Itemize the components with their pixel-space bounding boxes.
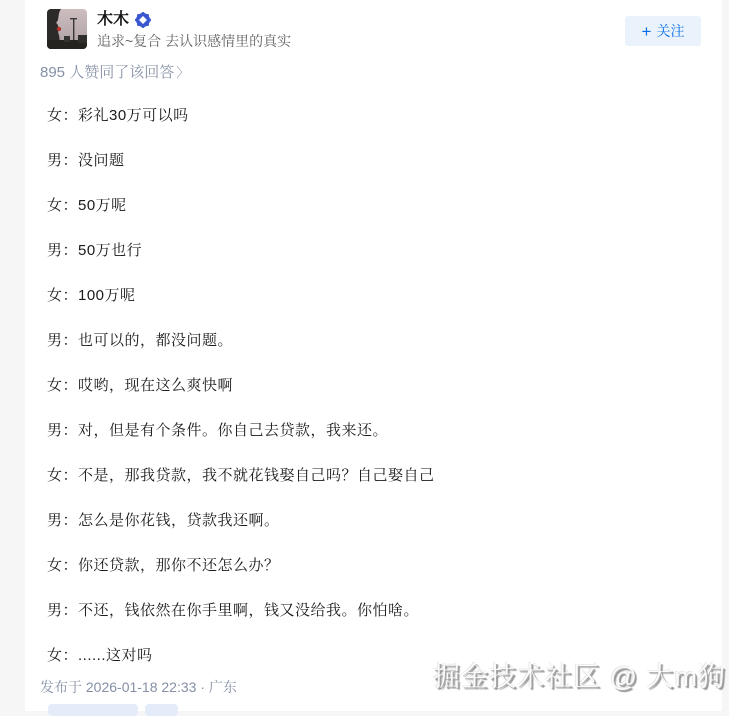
verified-badge-icon [135, 12, 151, 28]
plus-icon: + [641, 21, 652, 41]
upvote-summary[interactable] [40, 64, 189, 81]
follow-button[interactable] [625, 16, 701, 46]
dialogue-line: 女：你还贷款，那你不还怎么办？ [47, 557, 280, 574]
watermark-text: 掘金技术社区 @ 大m狗 [433, 662, 726, 692]
answer-body [47, 107, 700, 692]
dialogue-line: 男：50万也行 [47, 242, 143, 259]
dialogue-line: 男：也可以的，都没问题。 [47, 332, 234, 349]
dialogue-line: 男：不还，钱依然在你手里啊，钱又没给我。你怕啥。 [47, 602, 420, 619]
author-bio: 追求~复合 去认识感情里的真实 [97, 33, 292, 49]
dialogue-line: 女：50万呢 [47, 197, 127, 214]
dialogue-line: 女：彩礼30万可以吗 [47, 107, 189, 124]
dialogue-line: 男：没问题 [47, 152, 125, 169]
dialogue-line: 男：对，但是有个条件。你自己去贷款，我来还。 [47, 422, 389, 439]
dialogue-line: 女：......这对吗 [47, 647, 153, 664]
upvote-button[interactable] [48, 704, 138, 716]
publish-info: 发布于 2026-01-18 22:33 · 广东 [40, 679, 237, 695]
dialogue-line: 男：怎么是你花钱，贷款我还啊。 [47, 512, 280, 529]
author-name-row [97, 10, 151, 30]
downvote-button[interactable] [145, 704, 178, 716]
chevron-right-icon: 〉 [176, 65, 190, 80]
author-avatar[interactable] [47, 9, 87, 49]
answer-card [25, 0, 722, 711]
upvote-summary-text: 895 人赞同了该回答 [40, 64, 175, 81]
dialogue-line: 女：不是，那我贷款，我不就花钱娶自己吗？自己娶自己 [47, 467, 435, 484]
dialogue-line: 女：100万呢 [47, 287, 136, 304]
avatar-photo [47, 9, 87, 49]
author-name[interactable]: 木木 [97, 11, 130, 28]
follow-button-label: 关注 [656, 23, 685, 39]
dialogue-line: 女：哎哟，现在这么爽快啊 [47, 377, 234, 394]
